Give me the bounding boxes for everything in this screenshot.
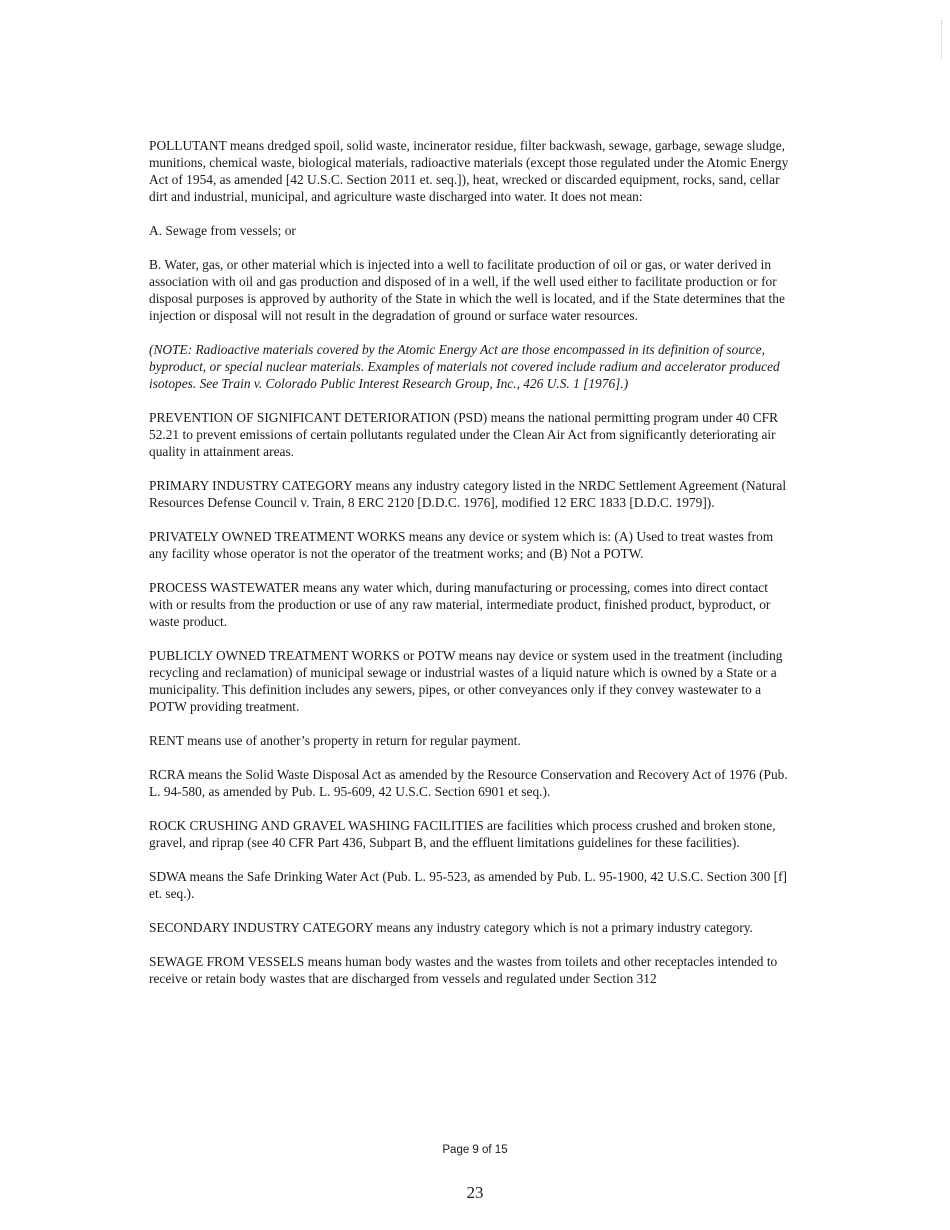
definition-pollutant: POLLUTANT means dredged spoil, solid waste, incinerator residue, filter backwash, sewage, garbage, sewage sludge, munitions, chemical waste, biological materials, radioactive materials (except those regulated under the Atomic Energy Act of 1954, as amended [42 U.S.C. Section 2011 et. seq.]), heat, wrecked or discarded equipment, rocks, sand, cellar dirt and industrial, municipal, and agriculture waste discharged into water. It does not mean: bbox=[149, 138, 789, 204]
definition-rent: RENT means use of another’s property in return for regular payment. bbox=[149, 733, 521, 748]
definition-sewage-vessels: SEWAGE FROM VESSELS means human body wastes and the wastes from toilets and other receptacles intended to receive or retain body wastes that are discharged from vessels and regulated under Section 312 bbox=[149, 954, 778, 986]
definition-rcra: RCRA means the Solid Waste Disposal Act as amended by the Resource Conservation and Recovery Act of 1976 (Pub. L. 94-580, as amended by Pub. L. 95-609, 42 U.S.C. Section 6901 et seq.). bbox=[149, 767, 788, 799]
definition-primary-industry: PRIMARY INDUSTRY CATEGORY means any industry category listed in the NRDC Settlement Agreement (Natural Resources Defense Council v. Train, 8 ERC 2120 [D.D.C. 1976], modified 12 ERC 1833 [D.D.C. 1979]). bbox=[149, 478, 787, 510]
definition-psd: PREVENTION OF SIGNIFICANT DETERIORATION (PSD) means the national permitting program under 40 CFR 52.21 to prevent emissions of certain pollutants regulated under the Clean Air Act from significantly deteriorating air quality in attainment areas. bbox=[149, 410, 779, 459]
definition-pollutant-item-b: B. Water, gas, or other material which is injected into a well to facilitate production of oil or gas, or water derived in association with oil and gas production and disposed of in a well, if the well used either to facilitate production or for disposal purposes is approved by authority of the State in which the well is located, and if the State determines that the injection or disposal will not result in the degradation of ground or surface water resources. bbox=[149, 257, 785, 323]
definition-private-treatment: PRIVATELY OWNED TREATMENT WORKS means any device or system which is: (A) Used to treat wastes from any facility whose operator is not the operator of the treatment works; and (B) Not a POTW. bbox=[149, 529, 774, 561]
definition-pollutant-note: (NOTE: Radioactive materials covered by the Atomic Energy Act are those encompassed in its definition of source, byproduct, or special nuclear materials. Examples of materials not covered include radium and accelerator produced isotopes. See Train v. Colorado Public Interest Research Group, Inc., 426 U.S. 1 [1976].) bbox=[149, 342, 780, 391]
page-stamp-number: 23 bbox=[466, 1183, 484, 1202]
document-body bbox=[149, 137, 792, 1004]
definition-pollutant-item-a: A. Sewage from vessels; or bbox=[149, 223, 296, 238]
definition-secondary-industry: SECONDARY INDUSTRY CATEGORY means any industry category which is not a primary industry category. bbox=[149, 920, 753, 935]
definition-rock-crushing: ROCK CRUSHING AND GRAVEL WASHING FACILITIES are facilities which process crushed and broken stone, gravel, and riprap (see 40 CFR Part 436, Subpart B, and the effluent limitations guidelines for these facilities). bbox=[149, 818, 776, 850]
definition-sdwa: SDWA means the Safe Drinking Water Act (Pub. L. 95-523, as amended by Pub. L. 95-1900, 42 U.S.C. Section 300 [f] et. seq.). bbox=[149, 869, 787, 901]
page-footer: Page 9 of 15 bbox=[442, 1144, 508, 1156]
definition-process-wastewater: PROCESS WASTEWATER means any water which, during manufacturing or processing, comes into direct contact with or results from the production or use of any raw material, intermediate product, finished product, byproduct, or waste product. bbox=[149, 580, 771, 629]
definition-potw: PUBLICLY OWNED TREATMENT WORKS or POTW means nay device or system used in the treatment (including recycling and reclamation) of municipal sewage or industrial wastes of a liquid nature which is owned by a State or a municipality. This definition includes any sewers, pipes, or other conveyances only if they convey wastewater to a POTW providing treatment. bbox=[149, 648, 783, 714]
scan-edge-mark bbox=[935, 20, 942, 60]
